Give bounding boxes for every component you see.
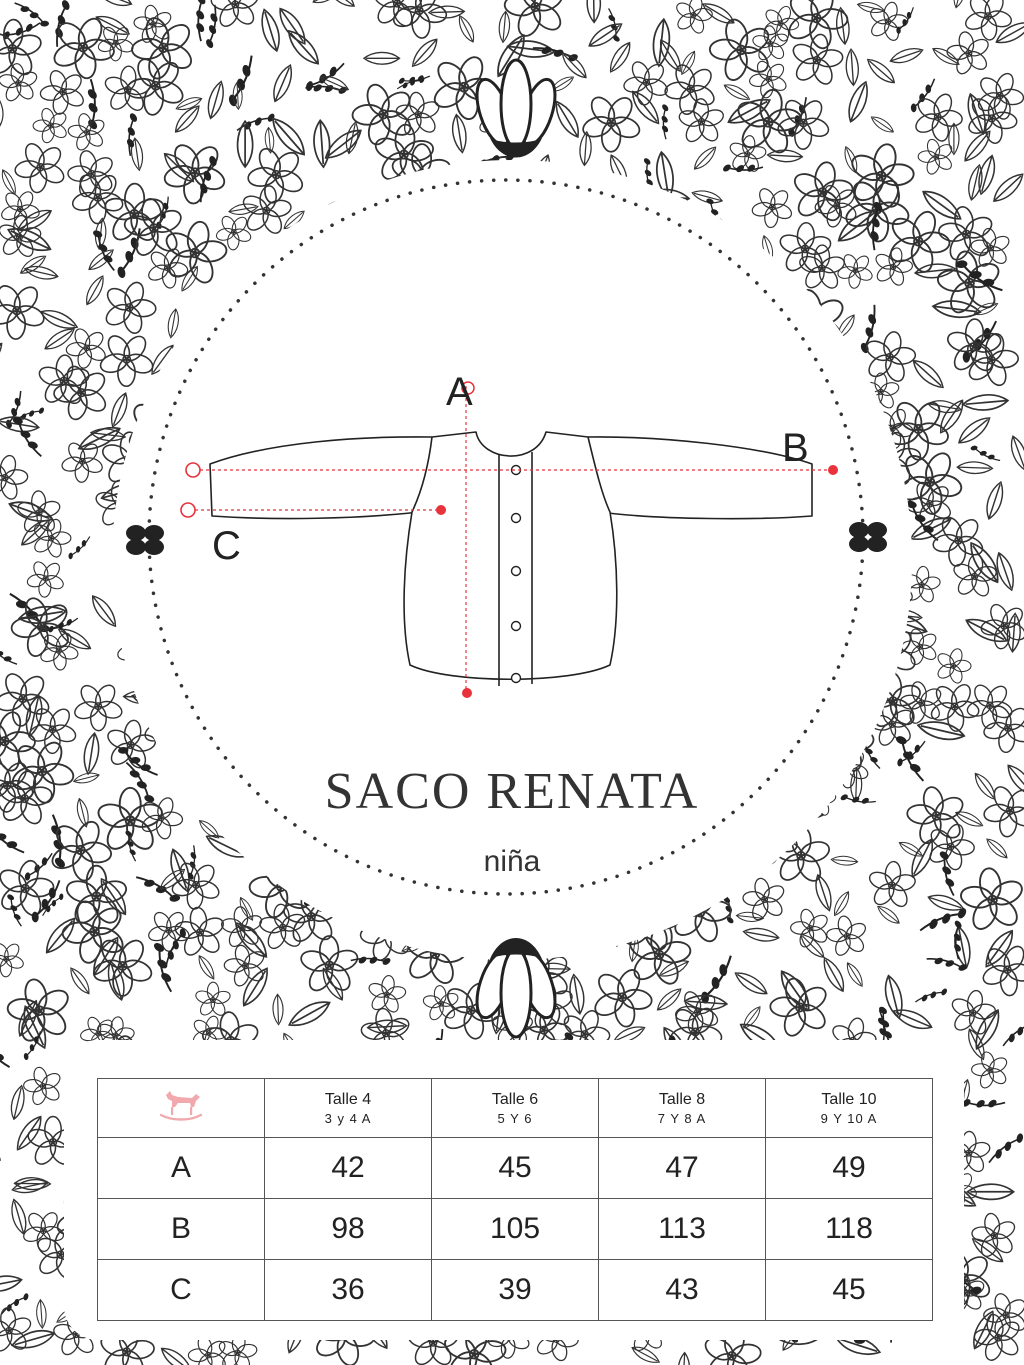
table-header-row xyxy=(98,1079,933,1138)
row-label: A xyxy=(98,1138,265,1199)
rocking-horse-icon xyxy=(158,1089,204,1123)
measure-c-start xyxy=(181,503,195,517)
header-icon-cell xyxy=(98,1079,265,1138)
table-row xyxy=(98,1260,933,1321)
left-ornament-icon xyxy=(126,525,164,555)
measure-a-end xyxy=(462,688,472,698)
top-ornament-icon xyxy=(470,60,562,158)
table-cell: 113 xyxy=(599,1199,766,1260)
table-row xyxy=(98,1138,933,1199)
measure-b-start xyxy=(186,463,200,477)
table-cell: 45 xyxy=(432,1138,599,1199)
size-header: Talle 6 5 Y 6 xyxy=(432,1079,599,1138)
size-header: Talle 4 3 y 4 A xyxy=(265,1079,432,1138)
row-label: C xyxy=(98,1260,265,1321)
table-cell: 36 xyxy=(265,1260,432,1321)
bottom-ornament-icon xyxy=(470,938,562,1037)
table-cell: 49 xyxy=(766,1138,933,1199)
table-cell: 39 xyxy=(432,1260,599,1321)
table-cell: 98 xyxy=(265,1199,432,1260)
measure-c-end xyxy=(436,505,446,515)
size-header: Talle 8 7 Y 8 A xyxy=(599,1079,766,1138)
product-title: SACO RENATA xyxy=(324,763,700,820)
measure-b-end xyxy=(828,465,838,475)
table-cell: 105 xyxy=(432,1199,599,1260)
row-label: B xyxy=(98,1199,265,1260)
table-cell: 45 xyxy=(766,1260,933,1321)
table-cell: 42 xyxy=(265,1138,432,1199)
measure-label-c: C xyxy=(212,524,241,568)
table-cell: 47 xyxy=(599,1138,766,1199)
size-table xyxy=(97,1078,933,1321)
size-header: Talle 10 9 Y 10 A xyxy=(766,1079,933,1138)
right-ornament-icon xyxy=(849,522,887,552)
product-subtitle: niña xyxy=(483,845,541,878)
table-cell: 43 xyxy=(599,1260,766,1321)
measure-label-b: B xyxy=(782,426,809,470)
table-cell: 118 xyxy=(766,1199,933,1260)
measure-label-a: A xyxy=(446,370,473,414)
table-row xyxy=(98,1199,933,1260)
